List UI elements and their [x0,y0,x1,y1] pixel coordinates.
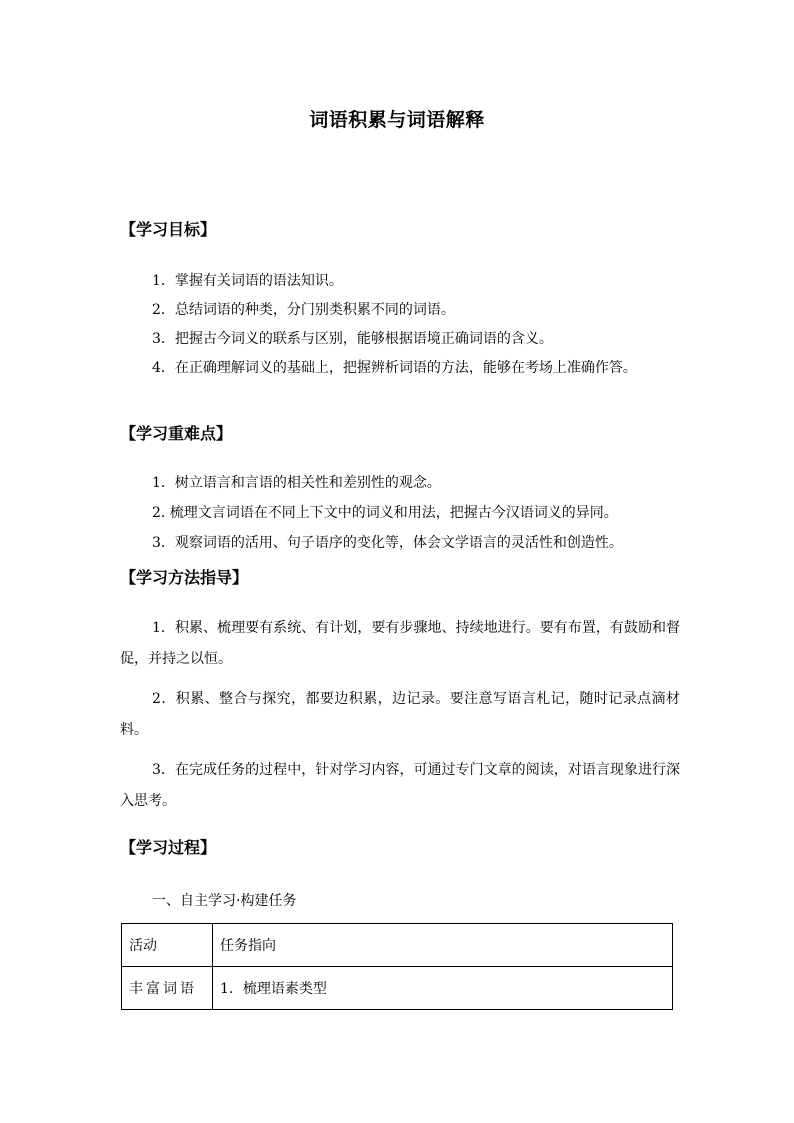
method-item-2: 2．积累、整合与探究，都要边积累，边记录。要注意写语言札记，随时记录点滴材料。 [120,691,680,738]
table-cell-task: 1．梳理语素类型 [213,967,673,1010]
section-heading-goals: 【学习目标】 [120,220,217,239]
section-heading-process: 【学习过程】 [120,838,217,857]
table-header-task: 任务指向 [213,924,673,967]
key-point-item-2: 2. 梳理文言词语在不同上下文中的词义和用法，把握古今汉语词义的异同。 [152,505,618,521]
table-cell-activity: 丰富词语 [122,967,213,1010]
goal-item-1: 1．掌握有关词语的语法知识。 [152,273,343,289]
table-row [122,967,673,1010]
method-item-3: 3．在完成任务的过程中，针对学习内容，可通过专门文章的阅读，对语言现象进行深入思考。 [120,762,680,809]
table-header-activity: 活动 [122,924,213,967]
section-heading-key-points: 【学习重难点】 [120,424,233,443]
method-item-1: 1．积累、梳理要有系统、有计划，要有步骤地、持续地进行。要有布置，有鼓励和督促，并持之以恒。 [120,620,680,667]
goal-item-2: 2．总结词语的种类，分门别类积累不同的词语。 [152,302,455,318]
key-point-item-3: 3．观察词语的活用、句子语序的变化等，体会文学语言的灵活性和创造性。 [152,535,623,551]
goal-item-4: 4．在正确理解词义的基础上，把握辨析词语的方法，能够在考场上准确作答。 [152,360,637,376]
task-table [121,923,673,1010]
table-header-row [122,924,673,967]
section-heading-methods: 【学习方法指导】 [120,568,249,587]
page-title: 词语积累与词语解释 [309,109,485,131]
key-point-item-1: 1．树立语言和言语的相关性和差别性的观念。 [152,475,441,491]
process-subheading: 一、自主学习·构建任务 [152,893,297,909]
goal-item-3: 3．把握古今词义的联系与区别，能够根据语境正确词语的含义。 [152,331,553,347]
